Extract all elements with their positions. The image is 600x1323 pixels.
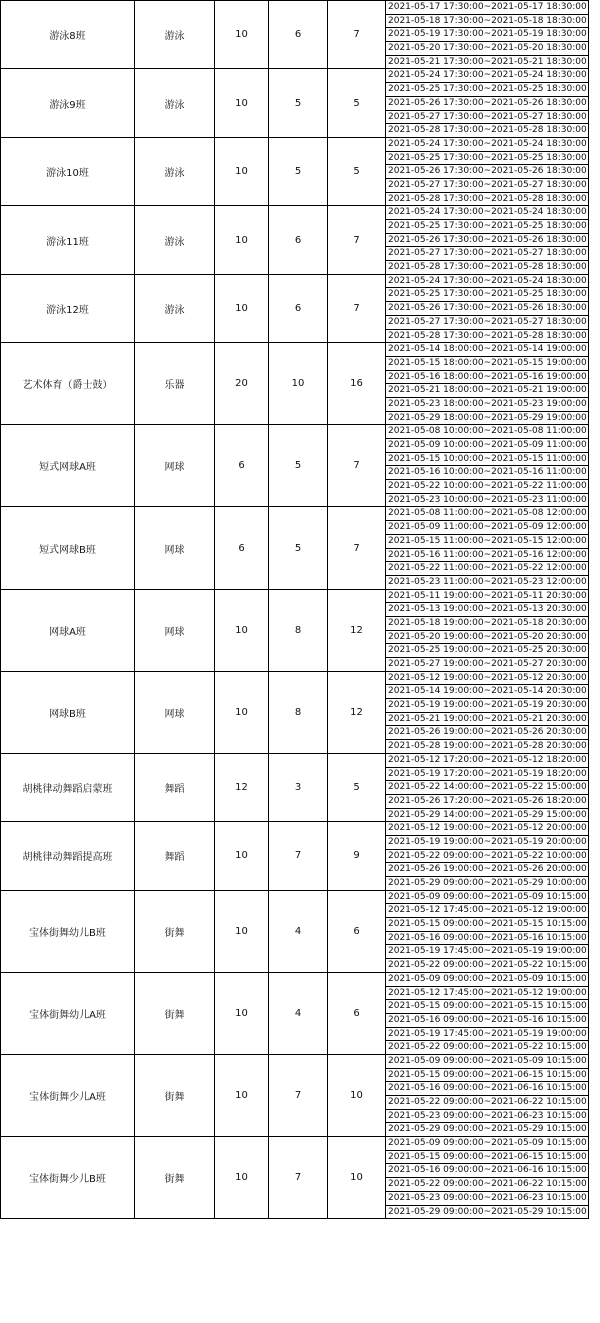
count-cell-2: 5 bbox=[269, 69, 328, 137]
count-cell-3: 5 bbox=[328, 69, 386, 137]
time-slot: 2021-05-14 19:00:00~2021-05-14 20:30:00 bbox=[386, 685, 588, 699]
count-cell-1: 6 bbox=[215, 425, 269, 507]
time-slot: 2021-05-19 17:20:00~2021-05-19 18:20:00 bbox=[386, 768, 588, 782]
table-row bbox=[1, 753, 589, 821]
table-row bbox=[1, 425, 589, 507]
class-name-cell: 游泳8班 bbox=[1, 1, 135, 69]
category-cell: 游泳 bbox=[135, 274, 215, 342]
time-slot: 2021-05-26 19:00:00~2021-05-26 20:30:00 bbox=[386, 726, 588, 740]
category-cell: 街舞 bbox=[135, 1054, 215, 1136]
class-name-cell: 游泳11班 bbox=[1, 206, 135, 274]
time-slot: 2021-05-25 17:30:00~2021-05-25 18:30:00 bbox=[386, 83, 588, 97]
time-slot: 2021-05-26 17:30:00~2021-05-26 18:30:00 bbox=[386, 234, 588, 248]
category-cell: 游泳 bbox=[135, 1, 215, 69]
time-slot: 2021-05-12 17:20:00~2021-05-12 18:20:00 bbox=[386, 754, 588, 768]
time-slot: 2021-05-14 18:00:00~2021-05-14 19:00:00 bbox=[386, 343, 588, 357]
table-row bbox=[1, 206, 589, 274]
time-slot: 2021-05-22 09:00:00~2021-06-22 10:15:00 bbox=[386, 1096, 588, 1110]
time-slot: 2021-05-25 19:00:00~2021-05-25 20:30:00 bbox=[386, 644, 588, 658]
class-name-cell: 游泳10班 bbox=[1, 137, 135, 205]
time-slots-cell bbox=[386, 1, 589, 69]
time-slot: 2021-05-20 19:00:00~2021-05-20 20:30:00 bbox=[386, 631, 588, 645]
time-slot: 2021-05-12 19:00:00~2021-05-12 20:00:00 bbox=[386, 822, 588, 836]
category-cell: 乐器 bbox=[135, 343, 215, 425]
time-slot: 2021-05-15 11:00:00~2021-05-15 12:00:00 bbox=[386, 535, 588, 549]
time-slot: 2021-05-24 17:30:00~2021-05-24 18:30:00 bbox=[386, 206, 588, 220]
count-cell-2: 10 bbox=[269, 343, 328, 425]
table-row bbox=[1, 274, 589, 342]
category-cell: 游泳 bbox=[135, 206, 215, 274]
time-slot: 2021-05-09 09:00:00~2021-05-09 10:15:00 bbox=[386, 891, 588, 905]
count-cell-3: 10 bbox=[328, 1054, 386, 1136]
class-name-cell: 网球B班 bbox=[1, 671, 135, 753]
time-slot: 2021-05-15 09:00:00~2021-05-15 10:15:00 bbox=[386, 1000, 588, 1014]
count-cell-1: 10 bbox=[215, 206, 269, 274]
time-slot: 2021-05-11 19:00:00~2021-05-11 20:30:00 bbox=[386, 590, 588, 604]
time-slot: 2021-05-22 09:00:00~2021-05-22 10:15:00 bbox=[388, 960, 587, 971]
count-cell-2: 6 bbox=[269, 206, 328, 274]
time-slot: 2021-05-29 09:00:00~2021-05-29 10:00:00 bbox=[388, 878, 587, 888]
count-cell-2: 8 bbox=[269, 671, 328, 753]
time-slots-cell bbox=[386, 589, 589, 671]
time-slot: 2021-05-26 17:30:00~2021-05-26 18:30:00 bbox=[386, 302, 588, 316]
time-slot: 2021-05-16 09:00:00~2021-06-16 10:15:00 bbox=[386, 1164, 588, 1178]
count-cell-2: 3 bbox=[269, 753, 328, 821]
time-slot: 2021-05-22 09:00:00~2021-06-22 10:15:00 bbox=[386, 1178, 588, 1192]
time-slot: 2021-05-22 10:00:00~2021-05-22 11:00:00 bbox=[386, 480, 588, 494]
time-slot: 2021-05-26 17:30:00~2021-05-26 18:30:00 bbox=[386, 165, 588, 179]
time-slot: 2021-05-23 09:00:00~2021-06-23 10:15:00 bbox=[386, 1192, 588, 1206]
time-slot: 2021-05-26 17:20:00~2021-05-26 18:20:00 bbox=[386, 795, 588, 809]
class-name-cell: 胡桃律动舞蹈提高班 bbox=[1, 822, 135, 890]
count-cell-1: 10 bbox=[215, 671, 269, 753]
count-cell-2: 5 bbox=[269, 425, 328, 507]
table-row bbox=[1, 1137, 589, 1219]
count-cell-1: 10 bbox=[215, 1, 269, 69]
category-cell: 网球 bbox=[135, 671, 215, 753]
time-slot: 2021-05-20 17:30:00~2021-05-20 18:30:00 bbox=[386, 42, 588, 56]
time-slot: 2021-05-23 09:00:00~2021-06-23 10:15:00 bbox=[386, 1110, 588, 1124]
time-slot: 2021-05-25 17:30:00~2021-05-25 18:30:00 bbox=[386, 288, 588, 302]
count-cell-2: 7 bbox=[269, 1137, 328, 1219]
time-slot: 2021-05-27 17:30:00~2021-05-27 18:30:00 bbox=[386, 247, 588, 261]
count-cell-3: 9 bbox=[328, 822, 386, 890]
time-slot: 2021-05-12 17:45:00~2021-05-12 19:00:00 bbox=[386, 904, 588, 918]
time-slots-cell bbox=[386, 343, 589, 425]
time-slot: 2021-05-12 19:00:00~2021-05-12 20:30:00 bbox=[386, 672, 588, 686]
time-slot: 2021-05-18 17:30:00~2021-05-18 18:30:00 bbox=[386, 15, 588, 29]
category-cell: 舞蹈 bbox=[135, 822, 215, 890]
time-slot: 2021-05-29 18:00:00~2021-05-29 19:00:00 bbox=[388, 412, 587, 423]
time-slot: 2021-05-08 10:00:00~2021-05-08 11:00:00 bbox=[386, 425, 588, 439]
time-slot: 2021-05-21 19:00:00~2021-05-21 20:30:00 bbox=[386, 713, 588, 727]
class-name-cell: 短式网球B班 bbox=[1, 507, 135, 589]
time-slot: 2021-05-25 17:30:00~2021-05-25 18:30:00 bbox=[386, 152, 588, 166]
time-slots-cell bbox=[386, 1054, 589, 1136]
table-row bbox=[1, 1, 589, 69]
time-slots-cell bbox=[386, 972, 589, 1054]
time-slot: 2021-05-28 17:30:00~2021-05-28 18:30:00 bbox=[388, 262, 587, 273]
table-row bbox=[1, 137, 589, 205]
time-slot: 2021-05-22 11:00:00~2021-05-22 12:00:00 bbox=[386, 562, 588, 576]
time-slot: 2021-05-15 09:00:00~2021-06-15 10:15:00 bbox=[386, 1151, 588, 1165]
time-slot: 2021-05-27 17:30:00~2021-05-27 18:30:00 bbox=[386, 316, 588, 330]
class-name-cell: 宝体街舞少儿A班 bbox=[1, 1054, 135, 1136]
time-slot: 2021-05-19 17:45:00~2021-05-19 19:00:00 bbox=[386, 1028, 588, 1042]
count-cell-3: 12 bbox=[328, 589, 386, 671]
time-slots-cell bbox=[386, 822, 589, 890]
time-slot: 2021-05-24 17:30:00~2021-05-24 18:30:00 bbox=[386, 275, 588, 289]
count-cell-2: 4 bbox=[269, 890, 328, 972]
count-cell-3: 7 bbox=[328, 507, 386, 589]
count-cell-3: 16 bbox=[328, 343, 386, 425]
time-slots-cell bbox=[386, 274, 589, 342]
count-cell-1: 10 bbox=[215, 822, 269, 890]
time-slot: 2021-05-15 10:00:00~2021-05-15 11:00:00 bbox=[386, 453, 588, 467]
time-slot: 2021-05-29 09:00:00~2021-05-29 10:15:00 bbox=[388, 1206, 587, 1217]
time-slot: 2021-05-23 18:00:00~2021-05-23 19:00:00 bbox=[386, 398, 588, 412]
count-cell-1: 10 bbox=[215, 1054, 269, 1136]
class-name-cell: 宝体街舞少儿B班 bbox=[1, 1137, 135, 1219]
class-name-cell: 宝体街舞幼儿B班 bbox=[1, 890, 135, 972]
time-slots-cell bbox=[386, 69, 589, 137]
count-cell-3: 6 bbox=[328, 890, 386, 972]
time-slot: 2021-05-21 17:30:00~2021-05-21 18:30:00 bbox=[388, 56, 587, 67]
category-cell: 游泳 bbox=[135, 137, 215, 205]
time-slots-cell bbox=[386, 137, 589, 205]
time-slots-cell bbox=[386, 1137, 589, 1219]
count-cell-2: 8 bbox=[269, 589, 328, 671]
count-cell-3: 7 bbox=[328, 1, 386, 69]
category-cell: 街舞 bbox=[135, 890, 215, 972]
time-slot: 2021-05-27 17:30:00~2021-05-27 18:30:00 bbox=[386, 179, 588, 193]
time-slot: 2021-05-19 17:45:00~2021-05-19 19:00:00 bbox=[386, 945, 588, 959]
table-row bbox=[1, 1054, 589, 1136]
category-cell: 网球 bbox=[135, 589, 215, 671]
time-slot: 2021-05-24 17:30:00~2021-05-24 18:30:00 bbox=[386, 138, 588, 152]
time-slot: 2021-05-19 17:30:00~2021-05-19 18:30:00 bbox=[386, 28, 588, 42]
count-cell-1: 10 bbox=[215, 890, 269, 972]
time-slot: 2021-05-15 18:00:00~2021-05-15 19:00:00 bbox=[386, 357, 588, 371]
table-row bbox=[1, 343, 589, 425]
category-cell: 街舞 bbox=[135, 1137, 215, 1219]
class-name-cell: 艺术体育（爵士鼓） bbox=[1, 343, 135, 425]
count-cell-1: 20 bbox=[215, 343, 269, 425]
count-cell-1: 10 bbox=[215, 1137, 269, 1219]
time-slot: 2021-05-15 09:00:00~2021-06-15 10:15:00 bbox=[386, 1069, 588, 1083]
count-cell-2: 6 bbox=[269, 274, 328, 342]
count-cell-3: 5 bbox=[328, 753, 386, 821]
time-slot: 2021-05-27 19:00:00~2021-05-27 20:30:00 bbox=[388, 659, 587, 669]
time-slot: 2021-05-09 11:00:00~2021-05-09 12:00:00 bbox=[386, 521, 588, 535]
time-slot: 2021-05-29 09:00:00~2021-05-29 10:15:00 bbox=[388, 1124, 587, 1135]
class-name-cell: 短式网球A班 bbox=[1, 425, 135, 507]
time-slot: 2021-05-12 17:45:00~2021-05-12 19:00:00 bbox=[386, 987, 588, 1001]
time-slot: 2021-05-26 17:30:00~2021-05-26 18:30:00 bbox=[386, 97, 588, 111]
count-cell-3: 7 bbox=[328, 425, 386, 507]
time-slots-cell bbox=[386, 890, 589, 972]
count-cell-3: 10 bbox=[328, 1137, 386, 1219]
time-slot: 2021-05-17 17:30:00~2021-05-17 18:30:00 bbox=[386, 1, 588, 15]
time-slot: 2021-05-24 17:30:00~2021-05-24 18:30:00 bbox=[386, 69, 588, 83]
time-slot: 2021-05-16 18:00:00~2021-05-16 19:00:00 bbox=[386, 371, 588, 385]
count-cell-2: 4 bbox=[269, 972, 328, 1054]
time-slot: 2021-05-09 10:00:00~2021-05-09 11:00:00 bbox=[386, 439, 588, 453]
time-slot: 2021-05-16 11:00:00~2021-05-16 12:00:00 bbox=[386, 549, 588, 563]
count-cell-2: 5 bbox=[269, 137, 328, 205]
class-name-cell: 游泳12班 bbox=[1, 274, 135, 342]
count-cell-1: 10 bbox=[215, 274, 269, 342]
time-slot: 2021-05-23 10:00:00~2021-05-23 11:00:00 bbox=[388, 494, 587, 505]
time-slots-cell bbox=[386, 753, 589, 821]
time-slot: 2021-05-08 11:00:00~2021-05-08 12:00:00 bbox=[386, 507, 588, 521]
time-slot: 2021-05-09 09:00:00~2021-05-09 10:15:00 bbox=[386, 973, 588, 987]
count-cell-3: 12 bbox=[328, 671, 386, 753]
count-cell-1: 12 bbox=[215, 753, 269, 821]
category-cell: 街舞 bbox=[135, 972, 215, 1054]
count-cell-1: 6 bbox=[215, 507, 269, 589]
time-slot: 2021-05-22 14:00:00~2021-05-22 15:00:00 bbox=[386, 781, 588, 795]
table-row bbox=[1, 69, 589, 137]
time-slot: 2021-05-28 19:00:00~2021-05-28 20:30:00 bbox=[388, 741, 587, 752]
class-name-cell: 宝体街舞幼儿A班 bbox=[1, 972, 135, 1054]
time-slot: 2021-05-28 17:30:00~2021-05-28 18:30:00 bbox=[388, 125, 587, 136]
time-slots-cell bbox=[386, 206, 589, 274]
class-name-cell: 游泳9班 bbox=[1, 69, 135, 137]
schedule-table-body bbox=[1, 1, 589, 1219]
time-slots-cell bbox=[386, 507, 589, 589]
time-slot: 2021-05-22 09:00:00~2021-05-22 10:00:00 bbox=[386, 850, 588, 864]
count-cell-3: 6 bbox=[328, 972, 386, 1054]
time-slot: 2021-05-16 09:00:00~2021-06-16 10:15:00 bbox=[386, 1082, 588, 1096]
class-name-cell: 胡桃律动舞蹈启蒙班 bbox=[1, 753, 135, 821]
count-cell-3: 5 bbox=[328, 137, 386, 205]
table-row bbox=[1, 890, 589, 972]
time-slot: 2021-05-16 09:00:00~2021-05-16 10:15:00 bbox=[386, 1014, 588, 1028]
table-row bbox=[1, 507, 589, 589]
class-name-cell: 网球A班 bbox=[1, 589, 135, 671]
time-slot: 2021-05-21 18:00:00~2021-05-21 19:00:00 bbox=[386, 384, 588, 398]
time-slot: 2021-05-25 17:30:00~2021-05-25 18:30:00 bbox=[386, 220, 588, 234]
count-cell-2: 5 bbox=[269, 507, 328, 589]
category-cell: 游泳 bbox=[135, 69, 215, 137]
count-cell-2: 7 bbox=[269, 1054, 328, 1136]
count-cell-1: 10 bbox=[215, 69, 269, 137]
count-cell-1: 10 bbox=[215, 137, 269, 205]
category-cell: 网球 bbox=[135, 507, 215, 589]
category-cell: 网球 bbox=[135, 425, 215, 507]
count-cell-1: 10 bbox=[215, 972, 269, 1054]
time-slot: 2021-05-13 19:00:00~2021-05-13 20:30:00 bbox=[386, 603, 588, 617]
table-row bbox=[1, 972, 589, 1054]
time-slot: 2021-05-28 17:30:00~2021-05-28 18:30:00 bbox=[388, 193, 587, 204]
time-slot: 2021-05-15 09:00:00~2021-05-15 10:15:00 bbox=[386, 918, 588, 932]
time-slot: 2021-05-27 17:30:00~2021-05-27 18:30:00 bbox=[386, 111, 588, 125]
table-row bbox=[1, 822, 589, 890]
count-cell-1: 10 bbox=[215, 589, 269, 671]
time-slot: 2021-05-16 10:00:00~2021-05-16 11:00:00 bbox=[386, 466, 588, 480]
time-slot: 2021-05-16 09:00:00~2021-05-16 10:15:00 bbox=[386, 932, 588, 946]
time-slots-cell bbox=[386, 671, 589, 753]
table-row bbox=[1, 671, 589, 753]
time-slot: 2021-05-09 09:00:00~2021-05-09 10:15:00 bbox=[386, 1137, 588, 1151]
category-cell: 舞蹈 bbox=[135, 753, 215, 821]
time-slot: 2021-05-29 14:00:00~2021-05-29 15:00:00 bbox=[388, 809, 587, 820]
table-row bbox=[1, 589, 589, 671]
count-cell-3: 7 bbox=[328, 206, 386, 274]
time-slot: 2021-05-28 17:30:00~2021-05-28 18:30:00 bbox=[388, 330, 587, 341]
time-slot: 2021-05-19 19:00:00~2021-05-19 20:00:00 bbox=[386, 836, 588, 850]
time-slot: 2021-05-19 19:00:00~2021-05-19 20:30:00 bbox=[386, 699, 588, 713]
time-slot: 2021-05-26 19:00:00~2021-05-26 20:00:00 bbox=[386, 863, 588, 877]
time-slot: 2021-05-23 11:00:00~2021-05-23 12:00:00 bbox=[388, 576, 587, 587]
count-cell-2: 7 bbox=[269, 822, 328, 890]
time-slot: 2021-05-22 09:00:00~2021-05-22 10:15:00 bbox=[388, 1042, 587, 1053]
time-slots-cell bbox=[386, 425, 589, 507]
count-cell-2: 6 bbox=[269, 1, 328, 69]
count-cell-3: 7 bbox=[328, 274, 386, 342]
time-slot: 2021-05-18 19:00:00~2021-05-18 20:30:00 bbox=[386, 617, 588, 631]
time-slot: 2021-05-09 09:00:00~2021-05-09 10:15:00 bbox=[386, 1055, 588, 1069]
